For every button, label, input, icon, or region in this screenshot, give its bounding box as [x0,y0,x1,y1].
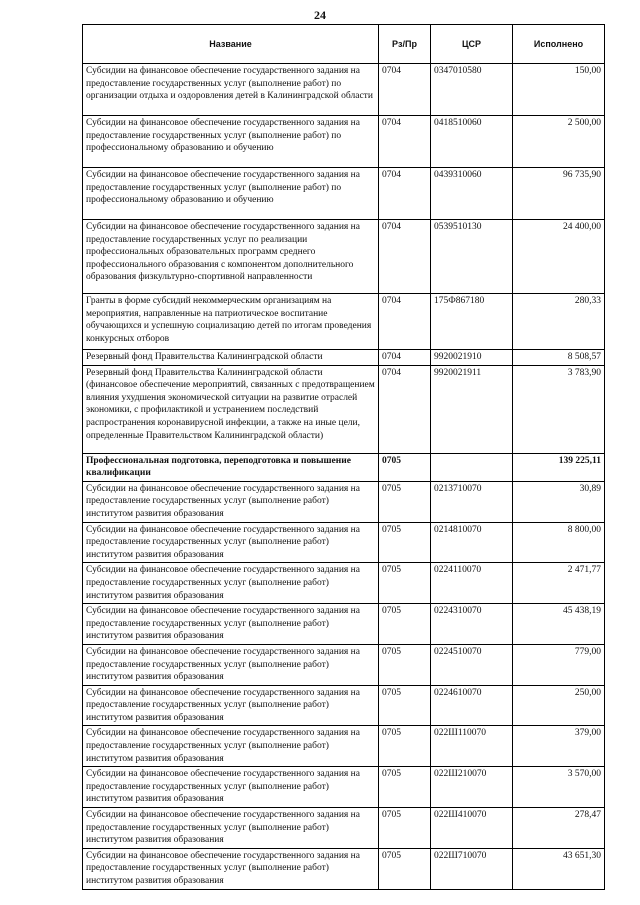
row-csr: 022Ш210070 [431,767,513,808]
row-rzpr: 0705 [379,848,431,889]
row-rzpr: 0705 [379,808,431,849]
row-name: Субсидии на финансовое обеспечение государственного задания на предоставление государственных услуг (выполнение работ) институтом развития образования [83,808,379,849]
table-row [83,481,605,522]
row-rzpr: 0704 [379,64,431,116]
row-csr: 175Ф867180 [431,294,513,350]
header-rzpr: Рз/Пр [379,25,431,64]
table-row [83,116,605,168]
row-name: Субсидии на финансовое обеспечение государственного задания на предоставление государственных услуг по реализации профессиональных образовательных программ среднего профессионального образования с компонентом дополнительного образования физкультурно-спортивной направленности [83,220,379,294]
row-amount: 150,00 [513,64,605,116]
table-row [83,767,605,808]
row-amount: 379,00 [513,726,605,767]
row-rzpr: 0704 [379,294,431,350]
table-row [83,294,605,350]
row-name: Резервный фонд Правительства Калининградской области [83,350,379,366]
row-name: Субсидии на финансовое обеспечение государственного задания на предоставление государственных услуг (выполнение работ) институтом развития образования [83,685,379,726]
row-name: Субсидии на финансовое обеспечение государственного задания на предоставление государственных услуг (выполнение работ) институтом развития образования [83,563,379,604]
row-rzpr: 0704 [379,220,431,294]
row-amount: 2 500,00 [513,116,605,168]
row-amount: 278,47 [513,808,605,849]
row-amount: 139 225,11 [513,453,605,481]
page-number: 24 [314,8,326,22]
row-name: Субсидии на финансовое обеспечение государственного задания на предоставление государственных услуг (выполнение работ) институтом развития образования [83,522,379,563]
table-row [83,64,605,116]
row-csr: 022Ш410070 [431,808,513,849]
row-rzpr: 0705 [379,685,431,726]
row-name: Субсидии на финансовое обеспечение государственного задания на предоставление государственных услуг (выполнение работ) по профессиональному образованию и обучению [83,116,379,168]
row-name: Субсидии на финансовое обеспечение государственного задания на предоставление государственных услуг (выполнение работ) институтом развития образования [83,604,379,645]
row-name: Субсидии на финансовое обеспечение государственного задания на предоставление государственных услуг (выполнение работ) по организации отдыха и оздоровления детей в Калининградской области [83,64,379,116]
table-row [83,644,605,685]
row-name: Субсидии на финансовое обеспечение государственного задания на предоставление государственных услуг (выполнение работ) институтом развития образования [83,767,379,808]
row-csr: 0224110070 [431,563,513,604]
row-rzpr: 0705 [379,767,431,808]
row-name: Субсидии на финансовое обеспечение государственного задания на предоставление государственных услуг (выполнение работ) институтом развития образования [83,644,379,685]
table-row [83,453,605,481]
row-rzpr: 0704 [379,168,431,220]
table-row [83,522,605,563]
row-name: Профессиональная подготовка, переподготовка и повышение квалификации [83,453,379,481]
row-amount: 30,89 [513,481,605,522]
table-row [83,808,605,849]
row-rzpr: 0705 [379,604,431,645]
row-amount: 8 508,57 [513,350,605,366]
row-rzpr: 0704 [379,116,431,168]
header-name: Название [83,25,379,64]
row-csr: 0214810070 [431,522,513,563]
header-csr: ЦСР [431,25,513,64]
row-name: Резервный фонд Правительства Калининградской области (финансовое обеспечение мероприятий, связанных с предотвращением влияния ухудшения экономической ситуации на развитие отраслей экономики, с профилактикой и устранением последствий распространения коронавирусной инфекции, а также на иные цели, определенные Правительством Калининградской области) [83,365,379,453]
table-header-row [83,25,605,64]
table-row [83,220,605,294]
table-row [83,365,605,453]
row-amount: 96 735,90 [513,168,605,220]
row-csr: 022Ш710070 [431,848,513,889]
table-row [83,168,605,220]
table-row [83,563,605,604]
table-row [83,685,605,726]
row-rzpr: 0704 [379,350,431,366]
row-amount: 8 800,00 [513,522,605,563]
row-csr: 0539510130 [431,220,513,294]
row-csr: 0224510070 [431,644,513,685]
row-amount: 280,33 [513,294,605,350]
row-rzpr: 0705 [379,644,431,685]
table-row [83,604,605,645]
row-amount: 3 570,00 [513,767,605,808]
row-csr: 0439310060 [431,168,513,220]
row-rzpr: 0705 [379,453,431,481]
row-rzpr: 0705 [379,726,431,767]
row-rzpr: 0705 [379,563,431,604]
row-name: Субсидии на финансовое обеспечение государственного задания на предоставление государственных услуг (выполнение работ) институтом развития образования [83,848,379,889]
row-amount: 43 651,30 [513,848,605,889]
row-csr: 9920021911 [431,365,513,453]
row-amount: 2 471,77 [513,563,605,604]
row-csr: 9920021910 [431,350,513,366]
row-csr: 022Ш110070 [431,726,513,767]
row-name: Гранты в форме субсидий некоммерческим организациям на мероприятия, направленные на патриотическое воспитание обучающихся и успешную социализацию детей по итогам проведения конкурсных отборов [83,294,379,350]
header-executed: Исполнено [513,25,605,64]
row-amount: 24 400,00 [513,220,605,294]
row-csr: 0224310070 [431,604,513,645]
row-name: Субсидии на финансовое обеспечение государственного задания на предоставление государственных услуг (выполнение работ) институтом развития образования [83,481,379,522]
row-csr: 0213710070 [431,481,513,522]
table-row [83,848,605,889]
row-amount: 779,00 [513,644,605,685]
row-amount: 3 783,90 [513,365,605,453]
row-rzpr: 0705 [379,522,431,563]
table-row [83,350,605,366]
row-rzpr: 0704 [379,365,431,453]
budget-table [82,24,605,890]
table-row [83,726,605,767]
row-rzpr: 0705 [379,481,431,522]
row-csr [431,453,513,481]
row-csr: 0224610070 [431,685,513,726]
row-amount: 250,00 [513,685,605,726]
row-csr: 0418510060 [431,116,513,168]
row-csr: 0347010580 [431,64,513,116]
row-name: Субсидии на финансовое обеспечение государственного задания на предоставление государственных услуг (выполнение работ) институтом развития образования [83,726,379,767]
row-amount: 45 438,19 [513,604,605,645]
row-name: Субсидии на финансовое обеспечение государственного задания на предоставление государственных услуг (выполнение работ) по профессиональному образованию и обучению [83,168,379,220]
